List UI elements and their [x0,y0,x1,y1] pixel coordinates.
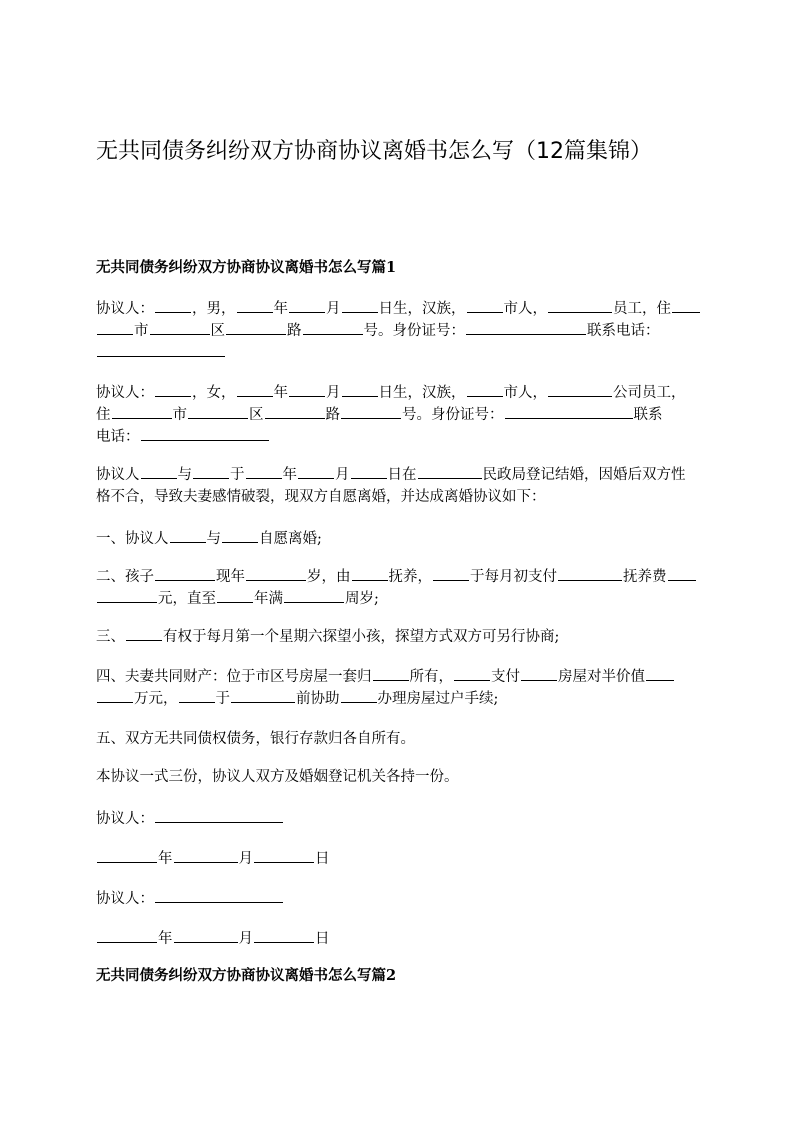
marriage-statement: 协议人 与 于 年 月 日在 民政局登记结婚，因婚后双方性 格不合，导致夫妻感情破裂，现双方自愿离婚，并达成离婚协议如下： [96,464,696,508]
party-2-info: 协议人： ，女， 年 月 日生，汉族， 市人， 公司员工， 住 市 区 路 号。身份证号： 联系 电话： [96,382,696,448]
clause-5: 五、双方无共同债权债务，银行存款归各自所有。 [96,731,415,747]
section-1-title: 无共同债务纠纷双方协商协议离婚书怎么写篇1 [96,259,397,276]
signature-date-2: 年 月 日 [96,928,696,950]
section-2-title: 无共同债务纠纷双方协商协议离婚书怎么写篇2 [96,967,397,984]
clause-2: 二、孩子 现年 岁，由 抚养， 于每月初支付 抚养费 元，直至 年满 周岁; [96,566,696,610]
clause-4: 四、夫妻共同财产：位于市区号房屋一套归 所有， 支付 房屋对半价值 万元， 于 前协助 办理房屋过户手续; [96,666,696,710]
clause-1: 一、协议人 与 自愿离婚; [96,528,696,550]
document-title: 无共同债务纠纷双方协商协议离婚书怎么写（12篇集锦） [96,139,652,164]
signature-party-1: 协议人： [96,808,696,830]
signature-date-1: 年 月 日 [96,848,696,870]
copies-statement: 本协议一式三份，协议人双方及婚姻登记机关各持一份。 [96,769,459,785]
party-1-info: 协议人： ，男， 年 月 日生，汉族， 市人， 员工，住 市 区 路 号。身份证号： 联系电话： [96,298,696,364]
signature-party-2: 协议人： [96,888,696,910]
clause-3: 三、 有权于每月第一个星期六探望小孩，探望方式双方可另行协商; [96,626,696,648]
